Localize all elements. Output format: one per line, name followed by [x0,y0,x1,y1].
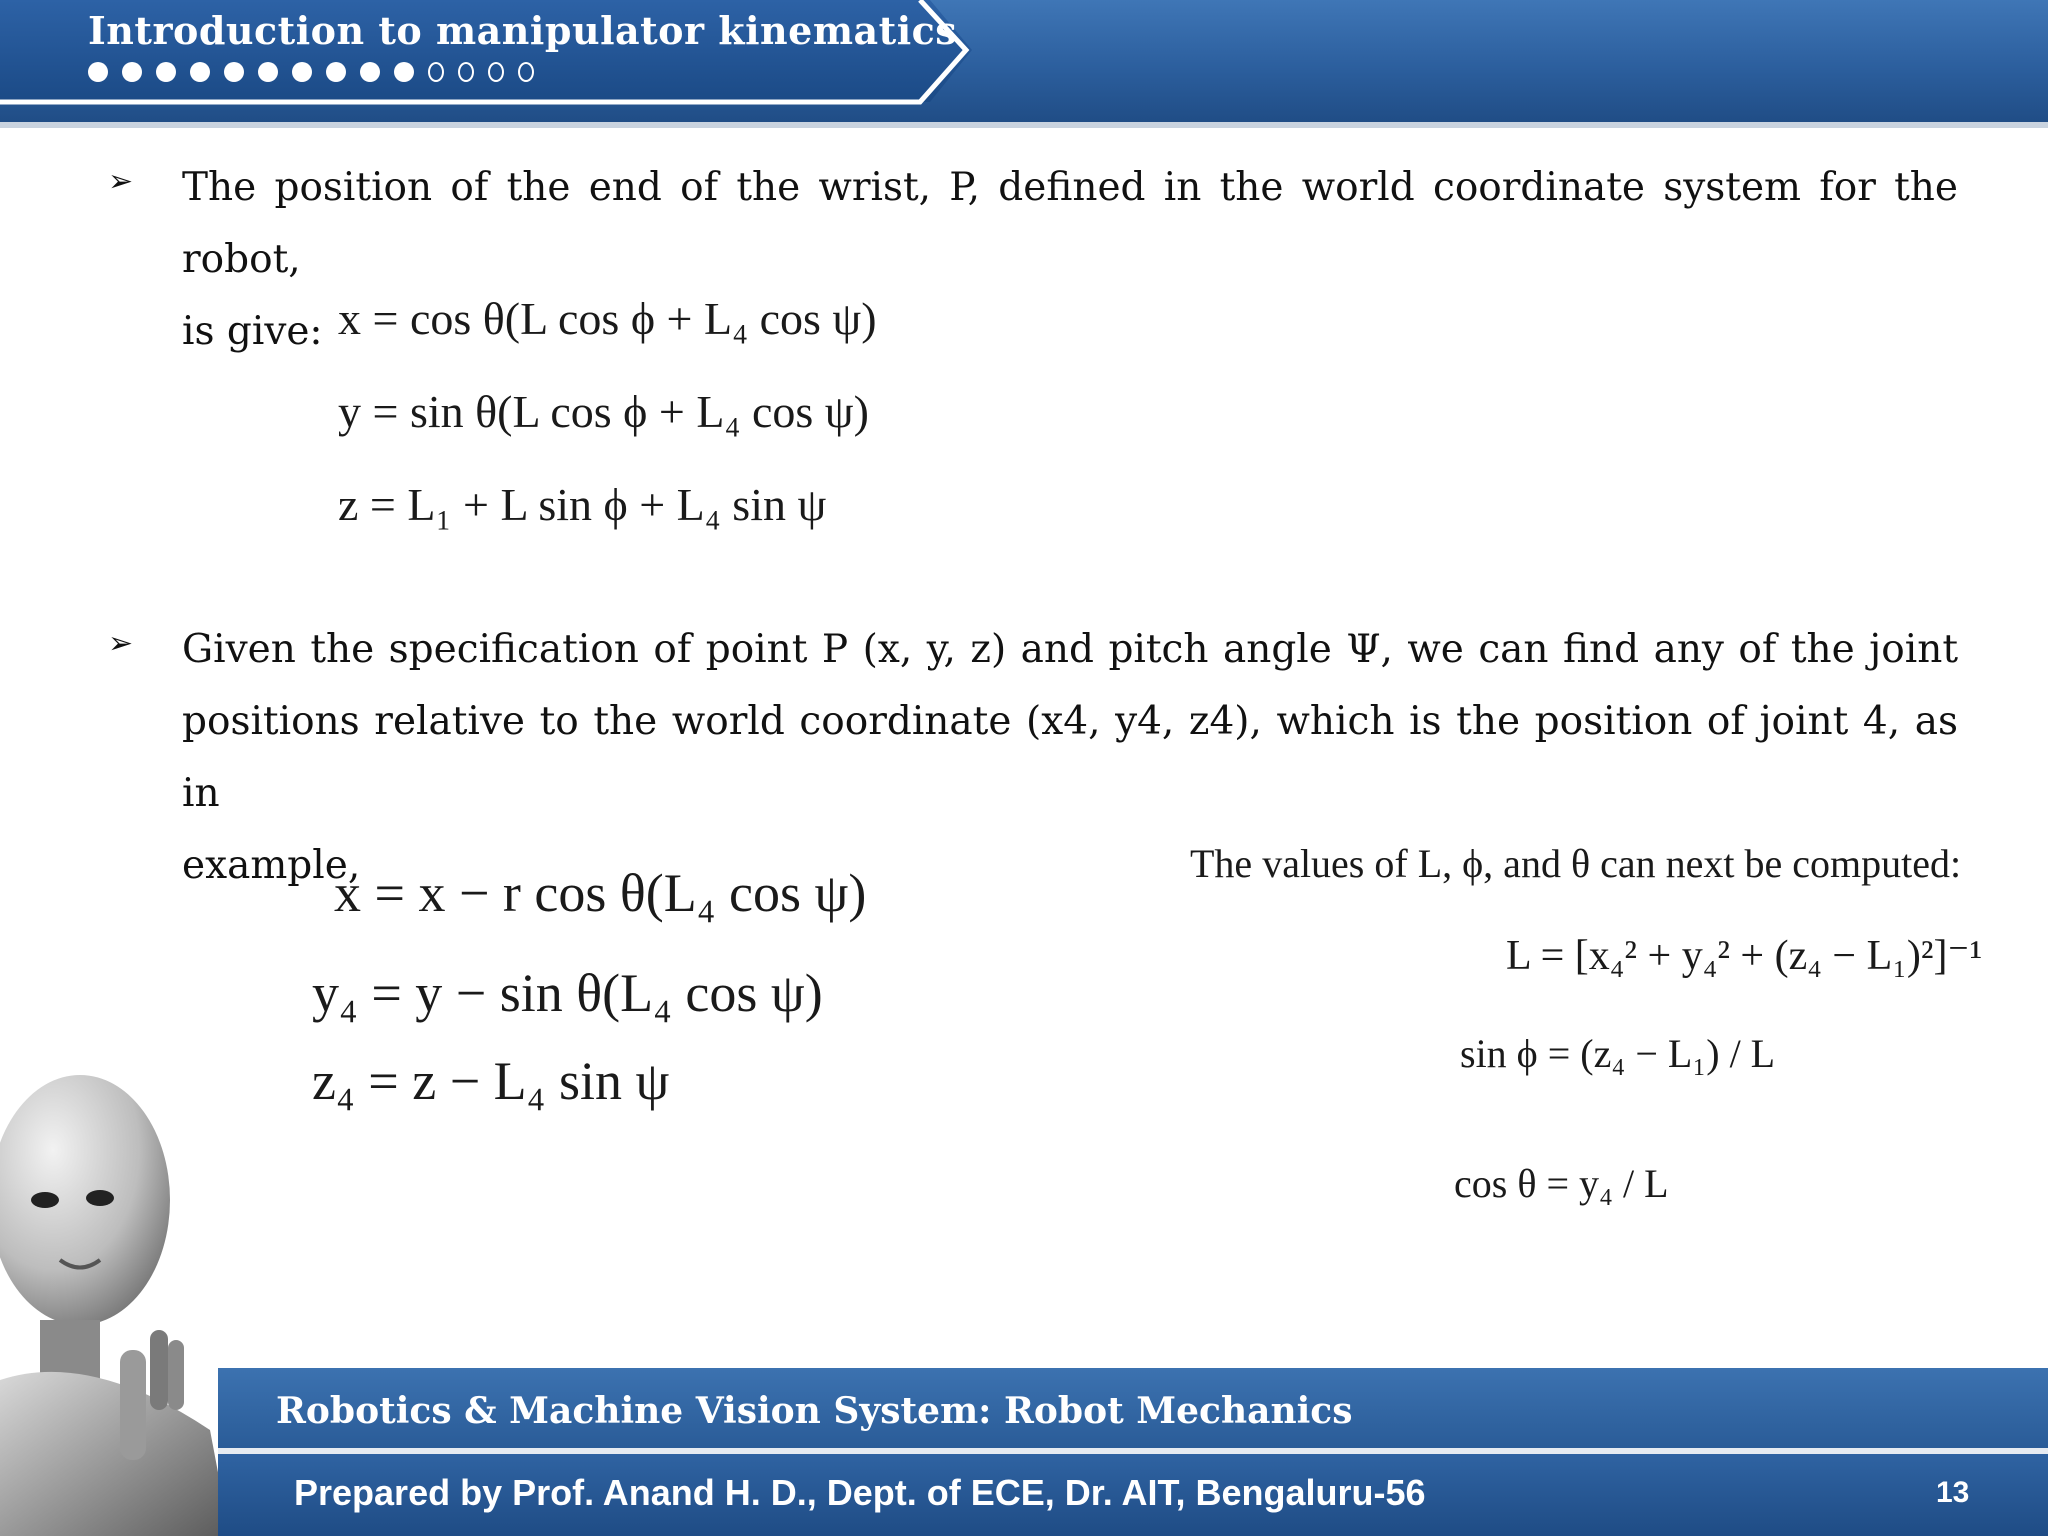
equation-x: x = cos θ(L cos ϕ + L₄ cos ψ) [338,293,877,344]
equation-y4: y₄ = y − sin θ(L₄ cos ψ) [312,963,823,1023]
progress-dots [88,62,534,82]
progress-dot-filled [224,62,244,82]
equation-L: L = [x₄² + y₄² + (z₄ − L₁)²]⁻¹ [1506,933,1983,979]
bullet-1-line-2: is give: [182,309,323,354]
progress-dot-empty [488,62,504,82]
progress-dot-empty [518,62,534,82]
arrow-bullet-icon: ➢ [108,164,134,199]
equation-y: y = sin θ(L cos ϕ + L₄ cos ψ) [338,386,869,437]
robot-illustration [0,1070,250,1536]
equation-z4: z₄ = z − L₄ sin ψ [312,1051,670,1111]
arrow-bullet-icon: ➢ [108,626,134,661]
bullet-1-line-1: The position of the end of the wrist, P, defined in the world coordinate system for the robot, [182,165,1958,282]
equation-sin-phi: sin ϕ = (z₄ − L₁) / L [1460,1031,1776,1076]
author-credit: Prepared by Prof. Anand H. D., Dept. of ECE, Dr. AIT, Bengaluru-56 [294,1472,1426,1513]
progress-dot-filled [190,62,210,82]
header-bar [0,0,2048,128]
progress-dot-filled [156,62,176,82]
progress-dot-empty [458,62,474,82]
bullet-2-line-1: Given the specification of point P (x, y, z) and pitch angle Ψ, we can find any of the joint [182,627,1958,672]
course-title: Robotics & Machine Vision System: Robot Mechanics [276,1390,1353,1432]
progress-dot-filled [258,62,278,82]
progress-dot-filled [88,62,108,82]
computed-values-note: The values of L, ϕ, and θ can next be computed: [1190,841,1962,886]
progress-dot-filled [360,62,380,82]
equation-z: z = L₁ + L sin ϕ + L₄ sin ψ [338,479,827,530]
bullet-2-line-2: positions relative to the world coordinate (x4, y4, z4), which is the position of joint 4, as in [182,699,1958,816]
progress-dot-filled [326,62,346,82]
progress-dot-empty [428,62,444,82]
page-title: Introduction to manipulator kinematics [88,8,958,53]
equation-cos-theta: cos θ = y₄ / L [1454,1161,1669,1206]
progress-dot-filled [122,62,142,82]
progress-dot-filled [292,62,312,82]
page-number: 13 [1936,1476,1970,1509]
bullet-2-line-3: example, [182,843,361,888]
progress-dot-filled [394,62,414,82]
equation-x4: x = x − r cos θ(L₄ cos ψ) [334,863,867,923]
